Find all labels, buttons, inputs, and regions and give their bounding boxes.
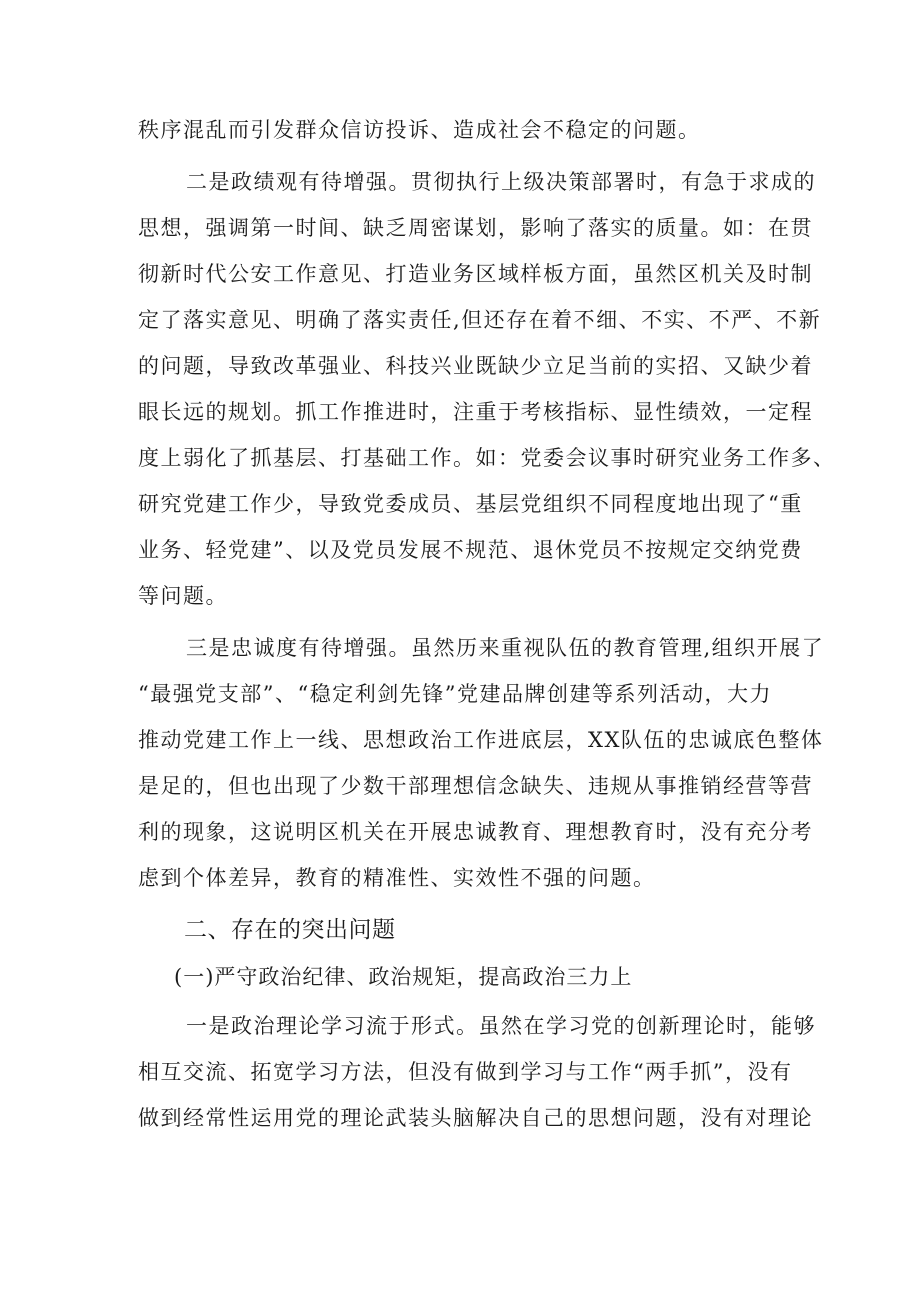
paragraph-line: 等问题。 xyxy=(138,584,228,608)
section-heading: 二、存在的突出问题 xyxy=(184,917,396,943)
paragraph-line: 的问题，导致改革强业、科技兴业既缺少立足当前的实招、又缺少着 xyxy=(138,354,813,378)
paragraph-line: 度上弱化了抓基层、打基础工作。如：党委会议事时研究业务工作多、 xyxy=(138,446,836,470)
paragraph-line: 推动党建工作上一线、思想政治工作进底层，XX队伍的忠诚底色整体 xyxy=(138,728,824,752)
paragraph-line: 秩序混乱而引发群众信访投诉、造成社会不稳定的问题。 xyxy=(138,118,701,142)
paragraph-line: 做到经常性运用党的理论武装头脑解决自己的思想问题，没有对理论 xyxy=(138,1106,813,1130)
paragraph-line: 是足的，但也出现了少数干部理想信念缺失、违规从事推销经营等营 xyxy=(138,774,813,798)
paragraph-line: 三是忠诚度有待增强。虽然历来重视队伍的教育管理,组织开展了 xyxy=(186,636,825,660)
paragraph-line: 利的现象，这说明区机关在开展忠诚教育、理想教育时，没有充分考 xyxy=(138,820,813,844)
paragraph-line: 虑到个体差异，教育的精准性、实效性不强的问题。 xyxy=(138,866,656,890)
paragraph-line: 眼长远的规划。抓工作推进时，注重于考核指标、显性绩效，一定程 xyxy=(138,400,813,424)
paragraph-line: 业务、轻党建”、以及党员发展不规范、退休党员不按规定交纳党费 xyxy=(138,538,803,562)
paragraph-line: 研究党建工作少，导致党委成员、基层党组织不同程度地出现了“重 xyxy=(138,492,803,516)
paragraph-line: “最强党支部”、“稳定利剑先锋”党建品牌创建等系列活动，大力 xyxy=(138,682,772,706)
paragraph-line: 二是政绩观有待增强。贯彻执行上级决策部署时，有急于求成的 xyxy=(186,170,816,194)
paragraph-line: 彻新时代公安工作意见、打造业务区域样板方面，虽然区机关及时制 xyxy=(138,262,813,286)
paragraph-line: 相互交流、拓宽学习方法，但没有做到学习与工作“两手抓”，没有 xyxy=(138,1060,793,1084)
paragraph-line: 思想，强调第一时间、缺乏周密谋划，影响了落实的质量。如：在贯 xyxy=(138,216,813,240)
paragraph-line: 定了落实意见、明确了落实责任,但还存在着不细、不实、不严、不新 xyxy=(138,308,822,332)
subsection-heading: (一)严守政治纪律、政治规矩，提高政治三力上 xyxy=(174,965,633,989)
paragraph-line: 一是政治理论学习流于形式。虽然在学习党的创新理论时，能够 xyxy=(186,1014,816,1038)
